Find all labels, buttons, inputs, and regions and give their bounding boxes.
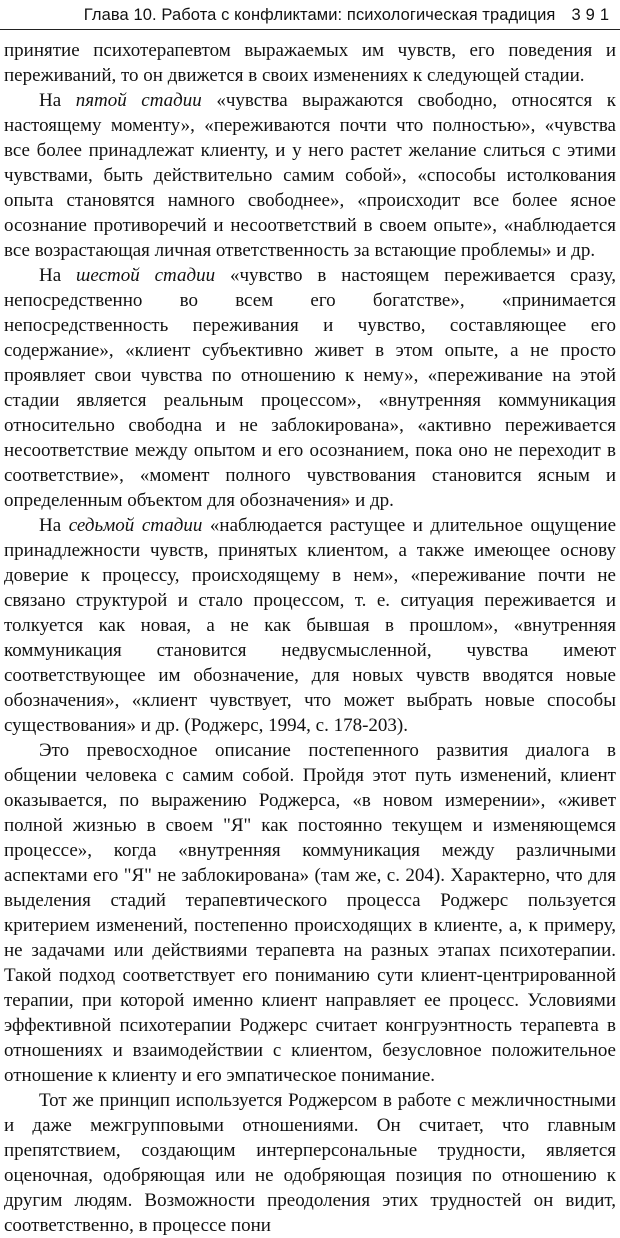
stage-five-term: пятой стадии	[75, 90, 202, 111]
paragraph-3-lead: На	[39, 265, 77, 286]
page-number: 391	[571, 5, 614, 24]
paragraph-6-text: Тот же принцип используется Роджерсом в работе с межличностными и даже межгрупповыми отношениями. Он считает, что главным препятствием, создающим интерперсональные трудности, является оценочная, одобряющая или не одобряющая позиция по отношению к другим людям. Возможности преодоления этих трудностей он видит, соответственно, в процессе пони	[4, 1090, 616, 1236]
paragraph-4-lead: На	[39, 515, 69, 536]
paragraph-4-text: «наблюдается растущее и длительное ощущение принадлежности чувств, принятых клиентом, а также имеющее основу доверие к процессу, происходящему в нем», «переживание почти не связано структурой и стало процессом, т. е. ситуация переживается и толкуется как новая, а не как бывшая в прошлом», «внутренняя коммуникация становится недвусмысленной, чувства имеют соответствующее им обозначение, для новых чувств вводятся новые обозначения», «клиент чувствует, что может выбрать новые способы существования» и др. (Роджерс, 1994, с. 178-203).	[4, 515, 616, 736]
running-header	[0, 0, 620, 30]
paragraph-4	[4, 513, 616, 738]
paragraph-2	[4, 88, 616, 263]
stage-seven-term: седьмой стадии	[68, 515, 203, 536]
stage-six-term: шестой стадии	[76, 265, 216, 286]
paragraph-6	[4, 1088, 616, 1238]
paragraph-1	[4, 38, 616, 88]
chapter-title: Глава 10. Работа с конфликтами: психологическая традиция	[83, 5, 556, 24]
paragraph-5	[4, 738, 616, 1088]
paragraph-2-lead: На	[39, 90, 76, 111]
paragraph-2-text: «чувства выражаются свободно, относятся к настоящему моменту», «переживаются почти что полностью», «чувства все более принадлежат клиенту, и у него растет желание слиться с этими чувствами, быть действительно самим собой», «способы истолкования опыта становятся намного свободнее», «происходит все более ясное осознание противоречий и несоответствий в своем опыте», «наблюдается все возрастающая личная ответственность за встающие проблемы» и др.	[4, 90, 616, 261]
paragraph-1-text: принятие психотерапевтом выражаемых им чувств, его поведения и переживаний, то он движется в своих изменениях к следующей стадии.	[4, 40, 616, 86]
body-text	[4, 38, 616, 1238]
paragraph-3	[4, 263, 616, 513]
paragraph-3-text: «чувство в настоящем переживается сразу, непосредственно во всем его богатстве», «принимается непосредственность переживания и чувство, составляющее его содержание», «клиент субъективно живет в этом опыте, а не просто проявляет свои чувства по отношению к нему», «переживание на этой стадии является реальным процессом», «внутренняя коммуникация относительно свободна и не заблокирована», «активно переживается несоответствие между опытом и его осознанием, пока оно не переходит в соответствие», «момент полного чувствования становится ясным и определенным объектом для обозначения» и др.	[4, 265, 616, 511]
header-rule	[0, 29, 620, 30]
paragraph-5-text: Это превосходное описание постепенного развития диалога в общении человека с самим собой. Пройдя этот путь изменений, клиент оказывается, по выражению Роджерса, «в новом измерении», «живет полной жизнью в своем "Я" как постоянно текущем и изменяющемся процессе», когда «внутренняя коммуникация между различными аспектами его "Я" не заблокирована» (там же, с. 204). Характерно, что для выделения стадий терапевтического процесса Роджерс пользуется критерием изменений, постепенно происходящих в клиенте, а, к примеру, не задачами или действиями терапевта на разных этапах психотерапии. Такой подход соответствует его пониманию сути клиент-центрированной терапии, при которой именно клиент направляет ее процесс. Условиями эффективной психотерапии Роджерс считает конгруэнтность терапевта в отношениях и взаимодействии с клиентом, безусловное положительное отношение к клиенту и его эмпатическое понимание.	[4, 740, 616, 1086]
